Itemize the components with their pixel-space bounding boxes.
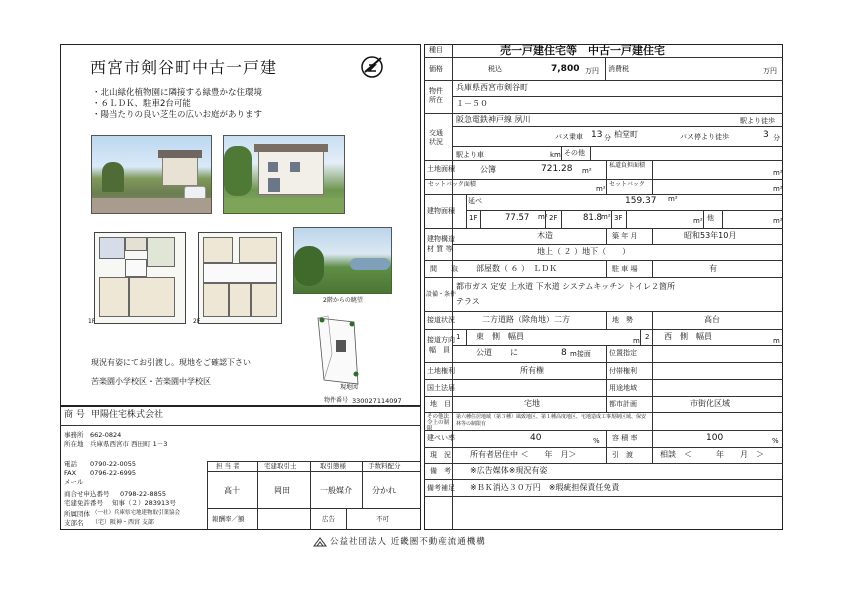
ad-label: 広告: [322, 515, 335, 523]
agent-value: 高十: [224, 486, 240, 495]
type-label: 種目: [429, 46, 443, 54]
location-lot: １－５０: [456, 99, 488, 108]
terrain-label: 地 勢: [612, 316, 633, 324]
office-label: 事務所: [64, 431, 84, 439]
view-photo-caption: 2階からの眺望: [323, 297, 363, 304]
setback-unit: m²: [596, 185, 606, 193]
company-logo-icon: [357, 52, 387, 82]
national-law-label: 国土法届: [427, 384, 455, 392]
exterior-photo-street: [91, 135, 212, 214]
tel-label: 電話: [64, 460, 77, 468]
road2-unit: m: [773, 337, 780, 345]
remark2-value: ※ＢＫ消込３０万円 ※瑕疵担保責任免責: [470, 483, 620, 492]
road1-dir: 東 側 幅員: [476, 332, 524, 341]
remark2-label: 備考補足: [427, 484, 455, 492]
tel-number: 0790-22-0055: [90, 460, 137, 468]
remark-label: 備 考: [430, 467, 451, 475]
status-value: 所有者居住中 ＜ 年 月＞: [470, 450, 577, 459]
floor3-unit: m²: [693, 217, 703, 225]
private-road-label: 私道負担面積: [609, 162, 646, 169]
location-map: [314, 314, 360, 386]
facility-line2: テラス: [456, 297, 480, 306]
bus-minutes-unit: 分: [604, 134, 611, 142]
land-right-value: 所有権: [520, 366, 544, 375]
legal-limits-label: その他法令上の制限: [427, 414, 450, 433]
assoc-number: 0798-22-8855: [120, 490, 167, 498]
price-tax-label: 税込: [488, 65, 502, 73]
address-label: 所在地: [64, 440, 84, 448]
km-unit: km: [550, 151, 561, 159]
bcr-value: 40: [530, 433, 542, 443]
incidental-right-label: 付帯権利: [609, 367, 637, 375]
office-zip: 662-0824: [90, 431, 122, 439]
parking-label: 駐 車 場: [612, 265, 638, 273]
company-address: 兵庫県西宮市 西田町 1－3: [90, 440, 168, 448]
floor2-unit: m²: [601, 213, 611, 221]
floor1-area: 77.57: [505, 213, 530, 223]
land-area-value: 721.28: [541, 164, 573, 174]
location-sub-label: 所在: [429, 96, 443, 104]
road2-dir: 西 側 幅員: [664, 332, 712, 341]
footer-organization: 公益社団法人 近畿圏不動産流通機構: [330, 537, 486, 547]
company-name: 甲陽住宅株式会社: [91, 410, 164, 420]
other-floor-label: 他: [707, 214, 714, 222]
built-year-label: 築 年 月: [612, 232, 638, 240]
ad-value: 不可: [376, 515, 389, 523]
setback2-unit: m²: [773, 185, 783, 193]
road-contact-unit: m接面: [570, 350, 591, 358]
road-label: 接道状況: [427, 316, 455, 324]
handover-label: 引 渡: [612, 451, 633, 459]
mail-label: メール: [64, 478, 84, 486]
floor1-unit: m²: [538, 213, 548, 221]
land-area-kind: 公簿: [480, 165, 496, 174]
agent-value: 一般媒介: [320, 486, 352, 495]
member-label: 所属団体: [64, 510, 90, 518]
structure-value: 木造: [537, 231, 553, 240]
bus-walk-minutes: 3: [763, 130, 769, 140]
floor-plan-2f: [198, 232, 282, 324]
school-district: 苦楽園小学校区・苦楽園中学校区: [91, 377, 211, 386]
city-plan-label: 都市計画: [609, 400, 637, 408]
facility-line1: 都市ガス 定安 上水道 下水道 システムキッチン トイレ２箇所: [456, 282, 675, 291]
facility-label: 設備・条件: [426, 291, 457, 298]
tax-unit: 万円: [763, 67, 777, 75]
road-contact-to: に: [510, 348, 518, 357]
land-right-label: 土地権利: [427, 367, 455, 375]
notice-text: 現況有姿にてお引渡し。現地をご確認下さい: [91, 358, 251, 367]
agent-header: 取引態様: [320, 462, 346, 470]
organization-logo-icon: [313, 536, 327, 548]
exterior-photo-house: [223, 135, 345, 214]
building-area-label: 建物面積: [427, 207, 455, 215]
member-org: （一社）兵庫県宅地建物取引業協会: [92, 510, 181, 516]
land-type-value: 宅地: [524, 399, 540, 408]
setback-label: セットバック面積: [428, 181, 476, 188]
agent-header: 手数料配分: [368, 462, 401, 470]
bus-walk-label: バス停より徒歩: [680, 133, 729, 141]
floors-count: 地上（ ２ ）地下（ ）: [537, 247, 631, 256]
land-area-unit: m²: [582, 167, 592, 175]
fee-label: 報酬率／額: [212, 515, 245, 523]
far-value: 100: [706, 433, 724, 443]
far-label: 容 積 率: [612, 434, 638, 442]
position-label: 位置指定: [609, 349, 637, 357]
remark-value: ※広告媒体※現況有姿: [470, 466, 548, 475]
location-label: 物件: [429, 87, 443, 95]
road-contact-length: 8: [561, 348, 567, 358]
floor1-label: 1F: [469, 214, 478, 222]
traffic-label: 交通: [429, 129, 443, 137]
license-label: 宅建免許番号: [64, 499, 103, 507]
terrain-value: 高台: [704, 315, 720, 324]
other-floor-unit: m²: [773, 217, 783, 225]
property-type: 売一戸建住宅等 中古一戸建住宅: [500, 44, 665, 57]
road2-no: 2: [645, 333, 650, 341]
building-total-label: 延べ: [468, 197, 482, 205]
private-road-unit: m²: [773, 169, 783, 177]
agent-header: 担 当 者: [216, 462, 240, 470]
floor-plan-1f: [94, 232, 186, 324]
built-year: 昭和53年10月: [684, 231, 737, 240]
traffic-sub-label: 状況: [429, 138, 443, 146]
far-unit: %: [772, 437, 779, 445]
floor2-area: 81.8: [583, 213, 602, 223]
parking-value: 有: [709, 264, 717, 273]
branch-name: （宅）阪神・西宮 支部: [92, 519, 154, 526]
fax-number: 0796-22-6995: [90, 469, 137, 477]
assoc-label: 商合せ申込番号: [64, 490, 110, 498]
view-photo: [293, 227, 392, 294]
feature-bullet: ・陽当たりの良い芝生の広いお庭があります: [92, 110, 263, 120]
building-total-unit: m²: [668, 195, 678, 203]
bus-ride-label: バス乗車: [555, 133, 583, 141]
price-value: 7,800: [551, 64, 580, 74]
structure-label: 建物構造: [427, 235, 455, 243]
location-address: 兵庫県西宮市剣谷町: [456, 83, 528, 92]
city-plan-value: 市街化区域: [690, 399, 730, 408]
road-value: 二方道路（除角地）二方: [482, 315, 570, 324]
bus-stop-name: 柏堂町: [614, 130, 638, 139]
agent-header: 宅建取引士: [264, 462, 297, 470]
bus-minutes: 13: [591, 130, 603, 140]
bcr-unit: %: [593, 437, 600, 445]
setback2-label: セットバック: [609, 181, 645, 188]
license-number: 知事（２）283913号: [112, 499, 176, 507]
handover-value: 相談 ＜ 年 月 ＞: [660, 450, 764, 459]
bus-walk-unit: 分: [773, 134, 780, 142]
car-label: 駅より車: [456, 151, 484, 159]
road-direction-label: 接道方向: [427, 336, 455, 344]
consumption-tax-label: 消費税: [608, 65, 629, 73]
status-label: 現 況: [430, 451, 451, 459]
feature-bullet: ・６ＬＤＫ、駐車2台可能: [92, 99, 191, 109]
road-type: 公道: [476, 348, 492, 357]
land-type-label: 地 目: [430, 400, 451, 408]
branch-label: 支部名: [64, 519, 84, 527]
map-caption: 現地図: [340, 384, 359, 391]
company-label: 商 号: [64, 410, 85, 420]
property-number-label: 物件番号: [324, 397, 349, 404]
fax-label: FAX: [64, 469, 77, 477]
structure-sub-label: 材 質 等: [427, 245, 453, 253]
floor2-label: 2F: [549, 214, 558, 222]
page-title: 西宮市剣谷町中古一戸建: [90, 58, 278, 77]
price-unit: 万円: [585, 67, 599, 75]
layout-label: 間 取: [430, 265, 458, 273]
use-zone-label: 用途地域: [609, 384, 637, 392]
legal-limits-value: 第六種住居地域（第３種）風致地区、第１種高度地区、宅地造成工事規制区域、保安林等の制限有: [456, 414, 647, 427]
floor3-label: 3F: [614, 214, 623, 222]
building-total-value: 159.37: [625, 196, 657, 206]
floor-label: 2F: [193, 318, 201, 325]
road1-no: 1: [456, 333, 461, 341]
floor-label: 1F: [88, 318, 96, 325]
road1-unit: m: [633, 337, 640, 345]
train-line: 阪急電鉄神戸線 夙川: [456, 115, 531, 124]
road-direction-sub: 幅 員: [429, 346, 450, 354]
price-label: 価格: [429, 65, 443, 73]
bcr-label: 建ぺい率: [427, 434, 455, 442]
layout-value: 部屋数（ ６ ） ＬＤＫ: [476, 264, 558, 273]
property-number: 330027114097: [352, 397, 402, 405]
feature-bullet: ・北山緑化植物園に隣接する緑豊かな住環境: [92, 88, 263, 98]
land-area-label: 土地面積: [427, 165, 455, 173]
agent-value: 岡田: [274, 486, 290, 495]
station-walk-label: 駅より徒歩: [740, 117, 775, 125]
agent-value: 分かれ: [372, 486, 396, 495]
other-traffic-label: その他: [564, 149, 585, 157]
